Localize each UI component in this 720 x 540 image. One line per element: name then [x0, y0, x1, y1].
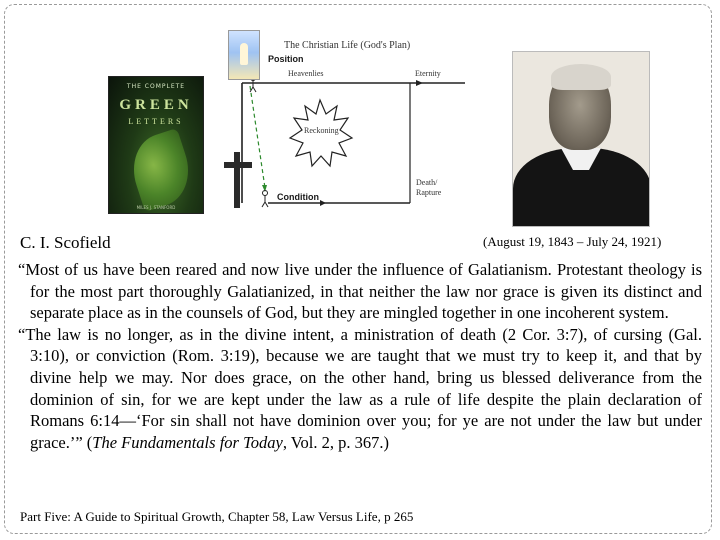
book-cover-author: MILES J. STANFORD: [136, 205, 176, 210]
source-title: The Fundamentals for Today: [92, 432, 283, 452]
christian-life-diagram: [220, 28, 490, 213]
diagram-eternity-label: Eternity: [415, 69, 441, 78]
diagram-rapture-label: Rapture: [416, 188, 442, 197]
author-dates: (August 19, 1843 – July 24, 1921): [483, 234, 662, 249]
diagram-death-rapture-label: [416, 178, 441, 198]
diagram-position-label: Position: [268, 54, 304, 64]
book-cover-line-1: THE COMPLETE: [126, 83, 186, 90]
leaf-graphic: [124, 128, 199, 212]
scofield-portrait-photo: [512, 51, 650, 227]
diagram-title: The Christian Life (God's Plan): [284, 40, 411, 51]
author-name: C. I. Scofield: [20, 233, 111, 252]
source-citation: , Vol. 2, p. 367.): [282, 432, 390, 452]
book-cover-line-3: LETTERS: [128, 117, 184, 126]
book-cover-image: [108, 76, 204, 214]
quote-paragraph-2-text: “The law is no longer, as in the divine intent, a ministration of death (2 Cor. 3:7), of cursing (Gal. 3:10), or conviction (Rom. 3:19), because we are taught that we must try to keep it, and that by divine help we may. Nor does grace, on the other hand, bring us blessed deliverance from the dominion of sin, for we are kept under the law as a rule of life despite the plain declaration of Romans 6:14—‘For sin shall not have dominion over you; for ye are not under the law but under grace.’” (: [18, 324, 702, 452]
book-cover-line-2: GREEN: [119, 97, 193, 113]
footer-reference: Part Five: A Guide to Spiritual Growth, Chapter 58, Law Versus Life, p 265: [20, 509, 414, 524]
diagram-reckoning-label: Reckoning: [304, 126, 339, 135]
heavenly-figure-thumbnail: [228, 30, 260, 80]
diagram-heavenlies-label: Heavenlies: [288, 69, 324, 78]
quote-paragraph-1: “Most of us have been reared and now live under the influence of Galatianism. Protestant theology is for the most part thoroughly Galatianized, in that neither the law nor grace is given its distinct and separate place as in the counsels of God, but they are mingled together in one incoherent system.: [18, 260, 702, 323]
diagram-condition-label: Condition: [277, 192, 319, 202]
quote-paragraph-2: [18, 324, 702, 454]
quote-body: [18, 259, 702, 453]
diagram-death-label: Death/: [416, 178, 438, 187]
